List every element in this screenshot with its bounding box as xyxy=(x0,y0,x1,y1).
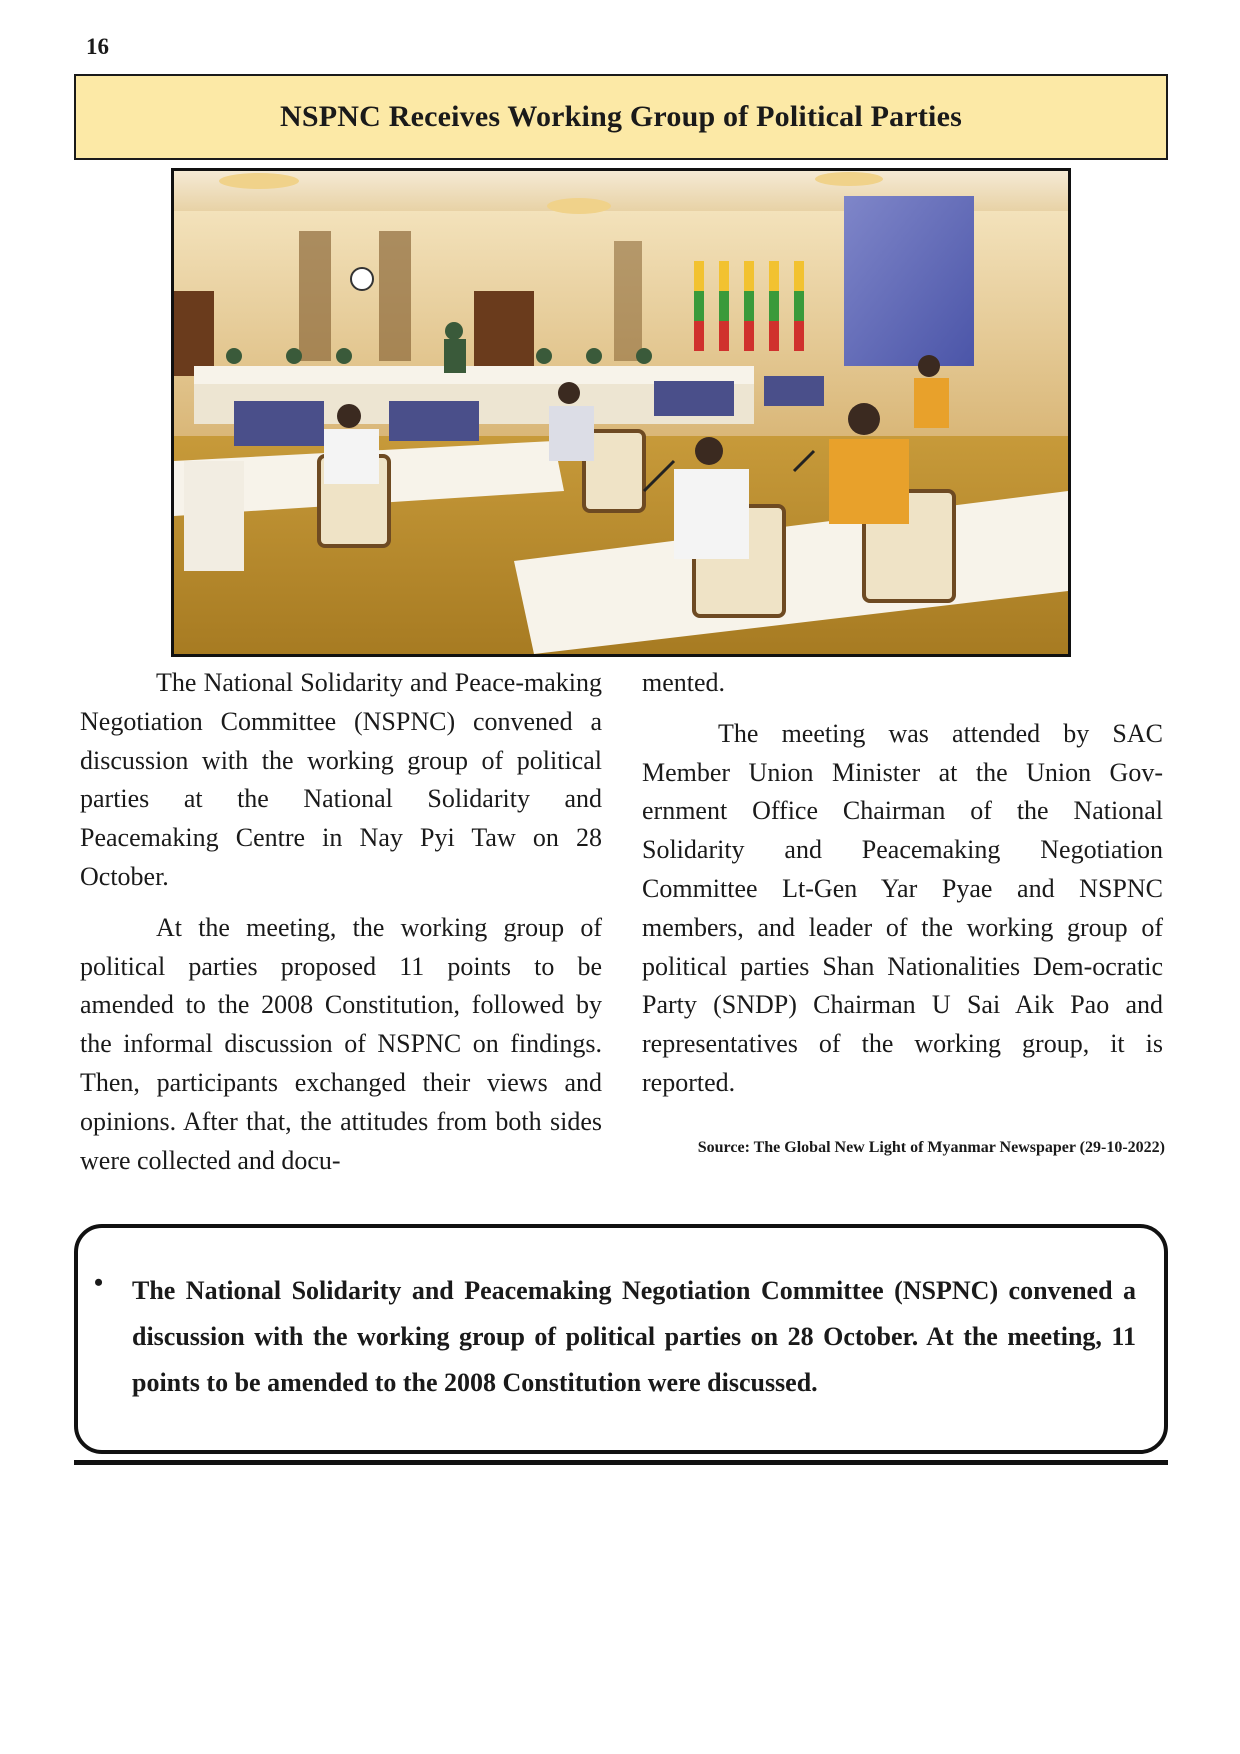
summary-box xyxy=(74,1224,1168,1454)
article-right-column xyxy=(642,664,1163,1115)
article-paragraph-1: The National Solidarity and Peace-making Negotiation Committee (NSPNC) convened a discussion with the working group of political parties at the National Solidarity and Peacemaking Centre in Nay Pyi Taw on 28 October. xyxy=(80,668,602,891)
bottom-rule xyxy=(74,1460,1168,1465)
article-title: NSPNC Receives Working Group of Political Parties xyxy=(280,100,962,133)
summary-text: The National Solidarity and Peacemaking Negotiation Committee (NSPNC) convened a discussion with the working group of political parties on 28 October. At the meeting, 11 points to be amended to the 2008 Constitution were discussed. xyxy=(132,1276,1136,1397)
article-left-column xyxy=(80,664,602,1192)
page-number: 16 xyxy=(86,34,109,59)
article-title-banner xyxy=(74,74,1168,160)
meeting-room-photo xyxy=(171,168,1071,657)
article-paragraph-2: At the meeting, the working group of political parties proposed 11 points to be amended to the 2008 Constitution, followed by the informal discussion of NSPNC on findings. Then, participants exchanged their views and opinions. After that, the attitudes from both sides were collected and docu- xyxy=(80,912,602,1175)
article-paragraph-3: The meeting was attended by SAC Member Union Minister at the Union Gov-ernment Office Chairman of the National Solidarity and Peacemaking Negotiation Committee Lt-Gen Yar Pyae and NSPNC members, and leader of the working group of political parties Shan Nationalities Dem-ocratic Party (SNDP) Chairman U Sai Aik Pao and representatives of the working group, it is reported. xyxy=(642,718,1163,1097)
article-source: Source: The Global New Light of Myanmar Newspaper (29-10-2022) xyxy=(697,1139,1165,1156)
article-paragraph-2-continued: mented. xyxy=(642,668,726,697)
summary-bullet: • xyxy=(94,1268,104,1297)
